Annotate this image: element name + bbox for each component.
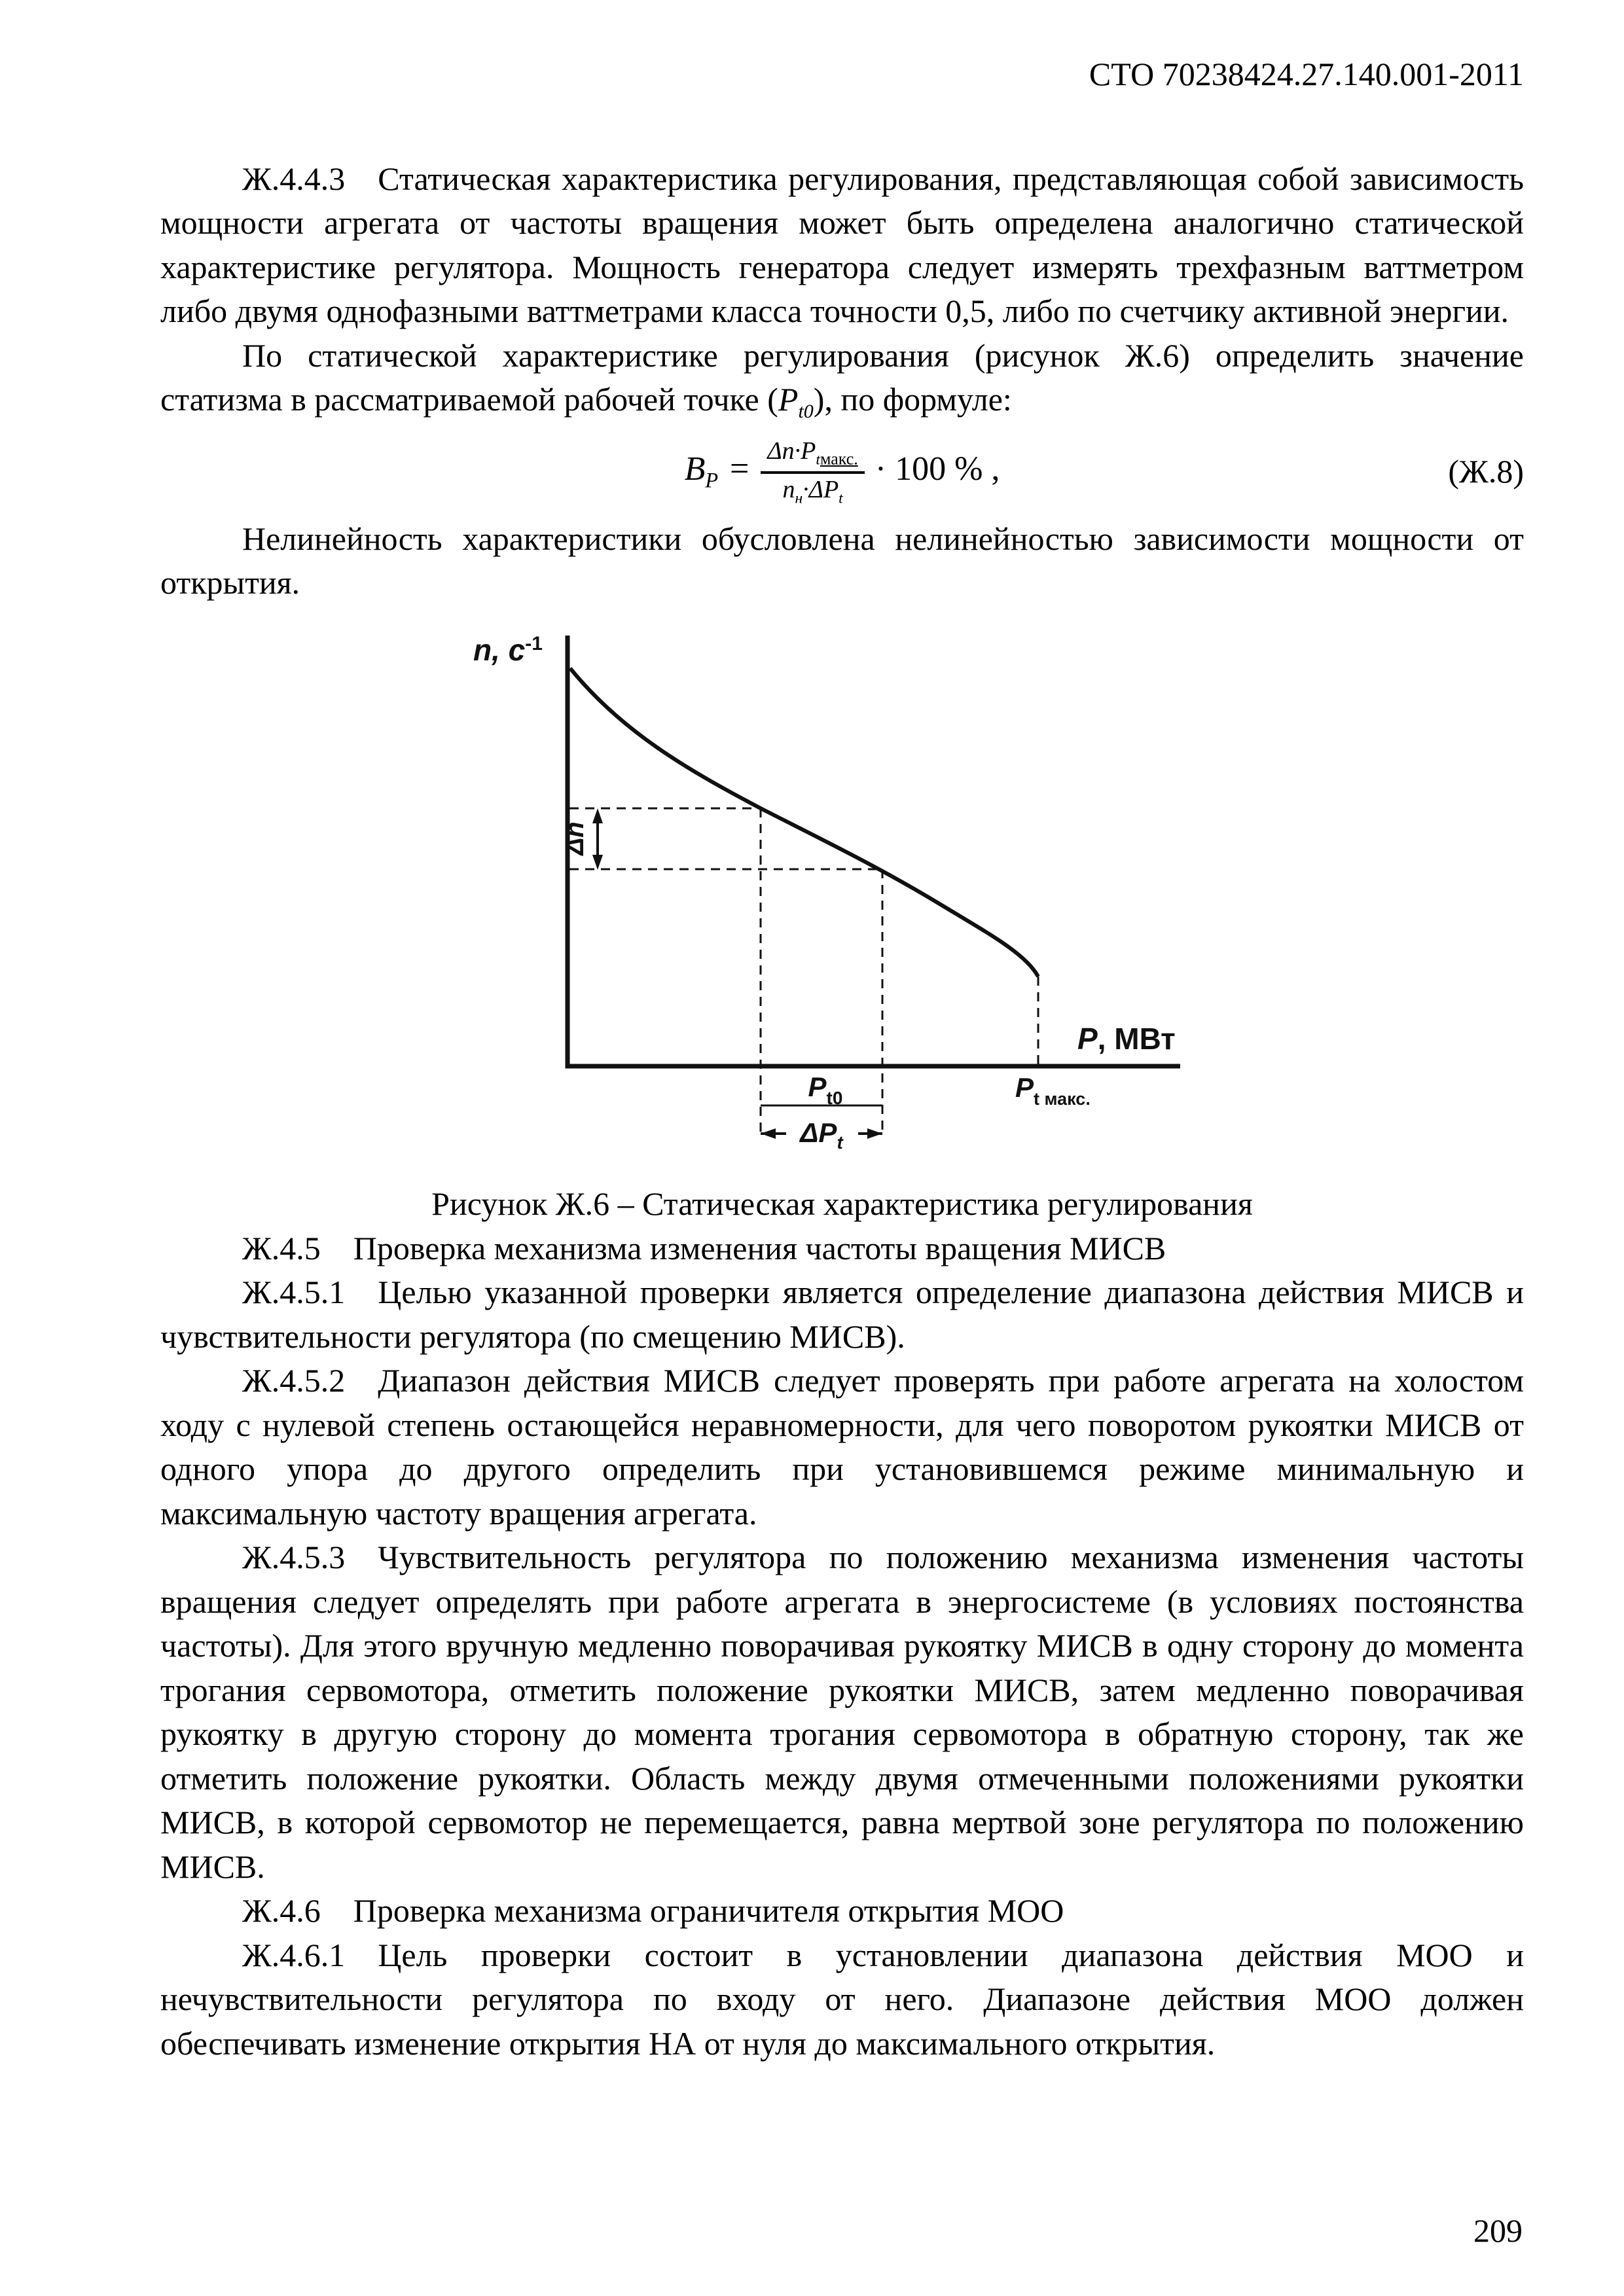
formula-lhs-sub: P bbox=[705, 468, 719, 492]
formula-fraction bbox=[761, 436, 864, 508]
delta-pt-label-sub: t bbox=[837, 1132, 843, 1153]
delta-n-arrow-down bbox=[592, 855, 603, 870]
figure-caption: Рисунок Ж.6 – Статическая характеристика регулирования bbox=[431, 1185, 1253, 1223]
ptmax-label bbox=[1015, 1072, 1091, 1109]
paragraph-zh461: Ж.4.6.1 Цель проверки состоит в установлении диапазона действия МОО и нечувствительности регулятора по входу от него. Диапазоне действия МОО должен обеспечивать изменение открытия НА от нуля до максимального открытия. bbox=[160, 1936, 1524, 2062]
equation-number-wrap bbox=[1000, 450, 1524, 494]
ptmax-label-sub: t макс. bbox=[1034, 1088, 1091, 1109]
delta-n-arrow-up bbox=[592, 808, 603, 823]
numerator-main: Δn·P bbox=[767, 437, 816, 465]
var-pt0-subscript: t0 bbox=[798, 401, 814, 422]
var-pt0: P bbox=[778, 381, 799, 418]
formula-numerator bbox=[761, 436, 864, 475]
equation-number: (Ж.8) bbox=[1448, 452, 1524, 490]
formula-intro-before: По статической характеристике регулирования (рисунок Ж.6) определить значение статизма в рассматриваемой рабочей точке ( bbox=[160, 336, 1524, 418]
denominator-sub-t: t bbox=[839, 490, 843, 507]
delta-n-label: Δn bbox=[560, 821, 589, 855]
heading-zh46: Ж.4.6 Проверка механизма ограничителя открытия МОО bbox=[242, 1892, 1064, 1929]
heading-zh45: Ж.4.5 Проверка механизма изменения частоты вращения МИСВ bbox=[242, 1229, 1166, 1266]
formula-denominator bbox=[761, 474, 864, 508]
characteristic-curve bbox=[570, 668, 1038, 977]
paragraph-zh451: Ж.4.5.1 Целью указанной проверки является определение диапазона действия МИСВ и чувствительности регулятора (по смещению МИСВ). bbox=[160, 1274, 1524, 1355]
delta-pt-label-main: ΔP bbox=[800, 1117, 837, 1148]
y-axis-label bbox=[473, 633, 543, 667]
delta-pt-label bbox=[799, 1117, 844, 1153]
pt0-label-var: P bbox=[808, 1071, 827, 1102]
delta-pt-arrow-left bbox=[761, 1128, 776, 1139]
paragraph-zh453: Ж.4.5.3 Чувствительность регулятора по положению механизма изменения частоты вращения следует определять при работе агрегата в энергосистеме (в условиях постоянства частоты). Для этого вручную медленно поворачивая рукоятку МИСВ в одну сторону до момента трогания сервомотора, отметить положение рукоятки МИСВ, затем медленно поворачивая рукоятку в другую сторону до момента трогания сервомотора в обратную сторону, так же отметить положение рукоятки. Область между двумя отмеченными положениями рукоятки МИСВ, в которой сервомотор не перемещается, равна мертвой зоне регулятора по положению МИСВ. bbox=[160, 1539, 1524, 1885]
equation-zh8 bbox=[685, 436, 1000, 508]
paragraph-formula-intro bbox=[160, 334, 1524, 425]
pt0-label-sub: t0 bbox=[826, 1087, 843, 1108]
figure-zh6 bbox=[468, 617, 1524, 1179]
formula-equals: = bbox=[730, 450, 749, 488]
numerator-sub-t: t bbox=[816, 451, 820, 469]
x-axis-label-rest: , МВт bbox=[1097, 1021, 1176, 1056]
axes bbox=[568, 636, 1180, 1066]
ptmax-label-var: P bbox=[1015, 1071, 1034, 1103]
doc-number: СТО 70238424.27.140.001-2011 bbox=[1089, 56, 1524, 92]
y-axis-label-base: n, c bbox=[473, 632, 526, 667]
denominator-n: n bbox=[782, 476, 795, 504]
x-axis-label bbox=[1077, 1022, 1176, 1056]
formula-lhs: B bbox=[684, 450, 706, 488]
paragraph-zh443: Ж.4.4.3 Статическая характеристика регулирования, представляющая собой зависимость мощности агрегата от частоты вращения может быть определена аналогично статической характеристике регулятора. Мощность генератора следует измерять трехфазным ваттметром либо двумя однофазными ваттметрами класса точности 0,5, либо по счетчику активной энергии. bbox=[160, 160, 1524, 329]
formula-tail: · 100 % , bbox=[875, 450, 1000, 488]
paragraph-nonlinearity: Нелинейность характеристики обусловлена нелинейностью зависимости мощности от открытия. bbox=[160, 520, 1524, 601]
delta-pt-arrow-right bbox=[867, 1128, 882, 1139]
denominator-sub-n: н bbox=[795, 490, 803, 507]
denominator-dp: ·ΔP bbox=[803, 476, 839, 504]
y-axis-label-sup: -1 bbox=[525, 632, 543, 655]
numerator-sub-max: макс. bbox=[820, 449, 858, 469]
formula-intro-after: ), по формуле: bbox=[813, 381, 1012, 418]
droop-characteristic-chart bbox=[468, 617, 1221, 1167]
equation-zh8-row bbox=[160, 436, 1524, 508]
page-number: 209 bbox=[1473, 2212, 1523, 2249]
pt0-label bbox=[808, 1071, 843, 1108]
paragraph-zh452: Ж.4.5.2 Диапазон действия МИСВ следует проверять при работе агрегата на холостом ходу с нулевой степень остающейся неравномерности, для чего поворотом рукоятки МИСВ от одного упора до другого определить при установившемся режиме минимальную и максимальную частоту вращения агрегата. bbox=[160, 1362, 1524, 1532]
x-axis-label-var: P bbox=[1077, 1021, 1098, 1056]
